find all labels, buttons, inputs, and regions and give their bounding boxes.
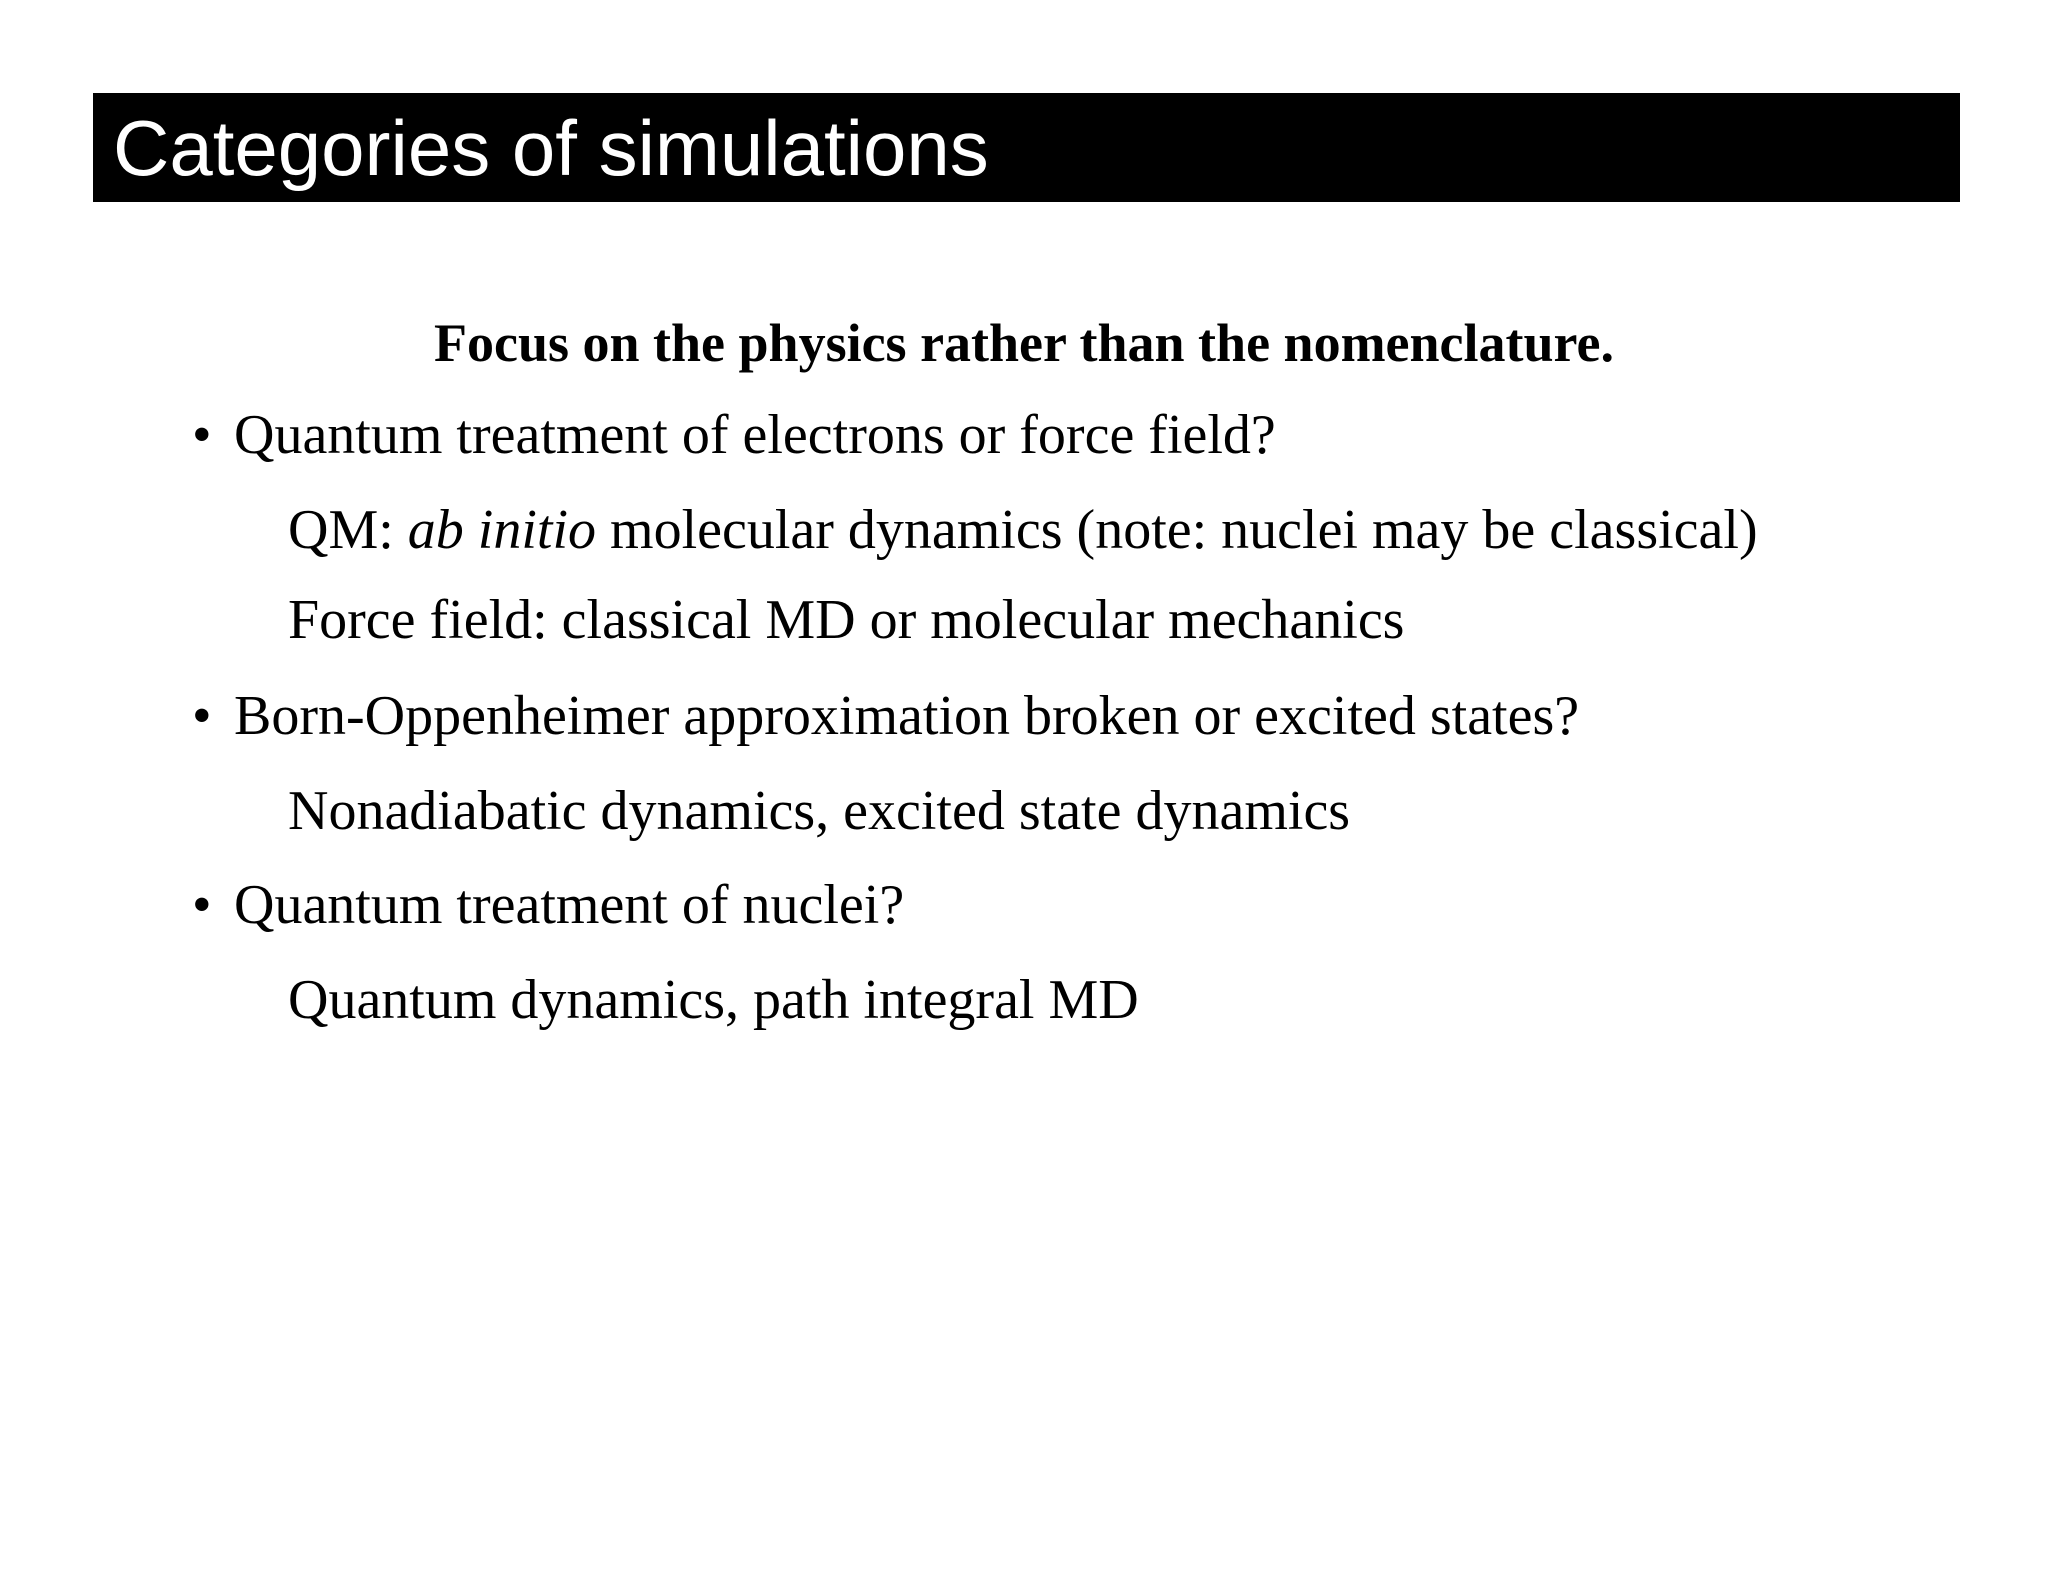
bullet-text: Quantum treatment of nuclei?: [234, 874, 905, 936]
bullet-dot: •: [192, 685, 212, 747]
bullet-item-electrons: [192, 400, 1276, 470]
bullet-dot: •: [192, 404, 212, 466]
sub-item-prefix: QM:: [288, 499, 408, 561]
bullet-text: Quantum treatment of electrons or force field?: [234, 404, 1276, 466]
sub-item-force-field: Force field: classical MD or molecular mechanics: [288, 589, 1405, 651]
bullet-item-born-oppenheimer: [192, 681, 1579, 751]
sub-item-suffix: molecular dynamics (note: nuclei may be classical): [596, 499, 1758, 561]
sub-item-nonadiabatic: Nonadiabatic dynamics, excited state dynamics: [288, 780, 1351, 842]
sub-item-quantum-dynamics: Quantum dynamics, path integral MD: [288, 969, 1139, 1031]
bullet-item-nuclei: [192, 870, 904, 940]
sub-item-qm: [288, 495, 1758, 565]
focus-statement: Focus on the physics rather than the nomenclature.: [433, 313, 1614, 373]
sub-item-italic: ab initio: [407, 499, 597, 561]
slide-title: Categories of simulations: [113, 103, 989, 192]
bullet-dot: •: [192, 874, 212, 936]
bullet-text: Born-Oppenheimer approximation broken or excited states?: [234, 685, 1580, 747]
